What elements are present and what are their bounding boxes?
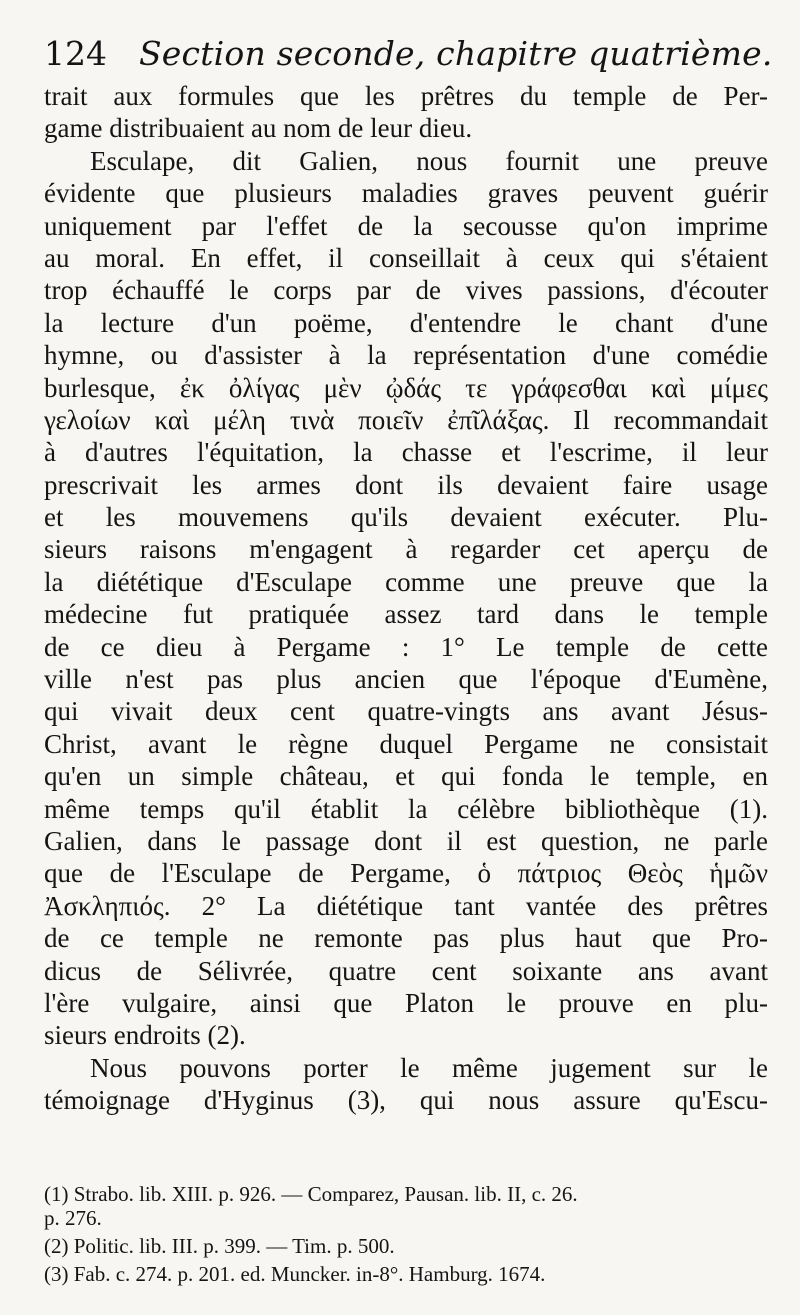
text-line: hymne, ou d'assister à la représentation d'une comédie (44, 340, 768, 371)
text-line: évidente que plusieurs maladies graves peuvent guérir (44, 178, 768, 209)
text-line: dicus de Sélivrée, quatre cent soixante ans avant (44, 955, 768, 986)
text-line: Ἀσκληπιός. 2° La diététique tant vantée des prêtres (44, 890, 768, 921)
footnote-1: (1) Strabo. lib. XIII. p. 926. — Comparez, Pausan. lib. II, c. 26. (44, 1182, 578, 1206)
body-text (44, 80, 768, 1117)
text-line: sieurs raisons m'engagent à regarder cet aperçu de (44, 534, 768, 565)
chapter-title: Section seconde, chapitre quatrième. (139, 34, 773, 73)
text-line: burlesque, ἐκ ὀλίγας μὲν ᾠδάς τε γράφεσθαι καὶ μίμες (44, 372, 768, 403)
text-line: sieurs endroits (2). (44, 1020, 246, 1051)
text-line: Galien, dans le passage dont il est question, ne parle (44, 825, 768, 856)
footnote-2: (2) Politic. lib. III. p. 399. — Tim. p. 500. (44, 1234, 395, 1258)
footnotes (44, 1180, 768, 1288)
footnote-1-continuation: p. 276. (44, 1206, 102, 1230)
text-line: que de l'Esculape de Pergame, ὁ πάτριος Θεὸς ἡμῶν (44, 858, 768, 889)
text-line: uniquement par l'effet de la secousse qu'on imprime (44, 210, 768, 241)
running-head (44, 34, 774, 74)
text-line: γελοίων καὶ μέλη τινὰ ποιεῖν ἐπῖλάξας. Il recommandait (44, 404, 768, 435)
text-line: qu'en un simple château, et qui fonda le temple, en (44, 761, 768, 792)
text-line: même temps qu'il établit la célèbre bibliothèque (1). (44, 793, 768, 824)
page-number: 124 (44, 34, 107, 73)
text-line: game distribuaient au nom de leur dieu. (44, 113, 473, 144)
footnote-3: (3) Fab. c. 274. p. 201. ed. Muncker. in-8°. Hamburg. 1674. (44, 1262, 546, 1286)
text-line: à d'autres l'équitation, la chasse et l'escrime, il leur (44, 437, 768, 468)
text-line: la diététique d'Esculape comme une preuve que la (44, 566, 768, 597)
text-line: et les mouvemens qu'ils devaient exécuter. Plu- (44, 502, 768, 533)
text-line: de ce temple ne remonte pas plus haut que Pro- (44, 923, 768, 954)
text-line: Christ, avant le règne duquel Pergame ne consistait (44, 728, 768, 759)
text-line: trait aux formules que les prêtres du temple de Per- (44, 81, 768, 111)
text-line: de ce dieu à Pergame : 1° Le temple de cette (44, 631, 768, 662)
text-line: Esculape, dit Galien, nous fournit une preuve (90, 145, 768, 176)
text-line: Nous pouvons porter le même jugement sur le (90, 1052, 768, 1083)
text-line: trop échauffé le corps par de vives passions, d'écouter (44, 275, 768, 306)
text-line: qui vivait deux cent quatre-vingts ans avant Jésus- (44, 696, 768, 727)
text-line: médecine fut pratiquée assez tard dans le temple (44, 599, 768, 630)
text-line: au moral. En effet, il conseillait à ceux qui s'étaient (44, 242, 768, 273)
text-line: ville n'est pas plus ancien que l'époque d'Eumène, (44, 664, 768, 695)
text-line: prescrivait les armes dont ils devaient faire usage (44, 469, 768, 500)
text-line: la lecture d'un poëme, d'entendre le chant d'une (44, 307, 768, 338)
text-line: l'ère vulgaire, ainsi que Platon le prouve en plu- (44, 987, 768, 1018)
text-line: témoignage d'Hyginus (3), qui nous assure qu'Escu- (44, 1085, 768, 1116)
